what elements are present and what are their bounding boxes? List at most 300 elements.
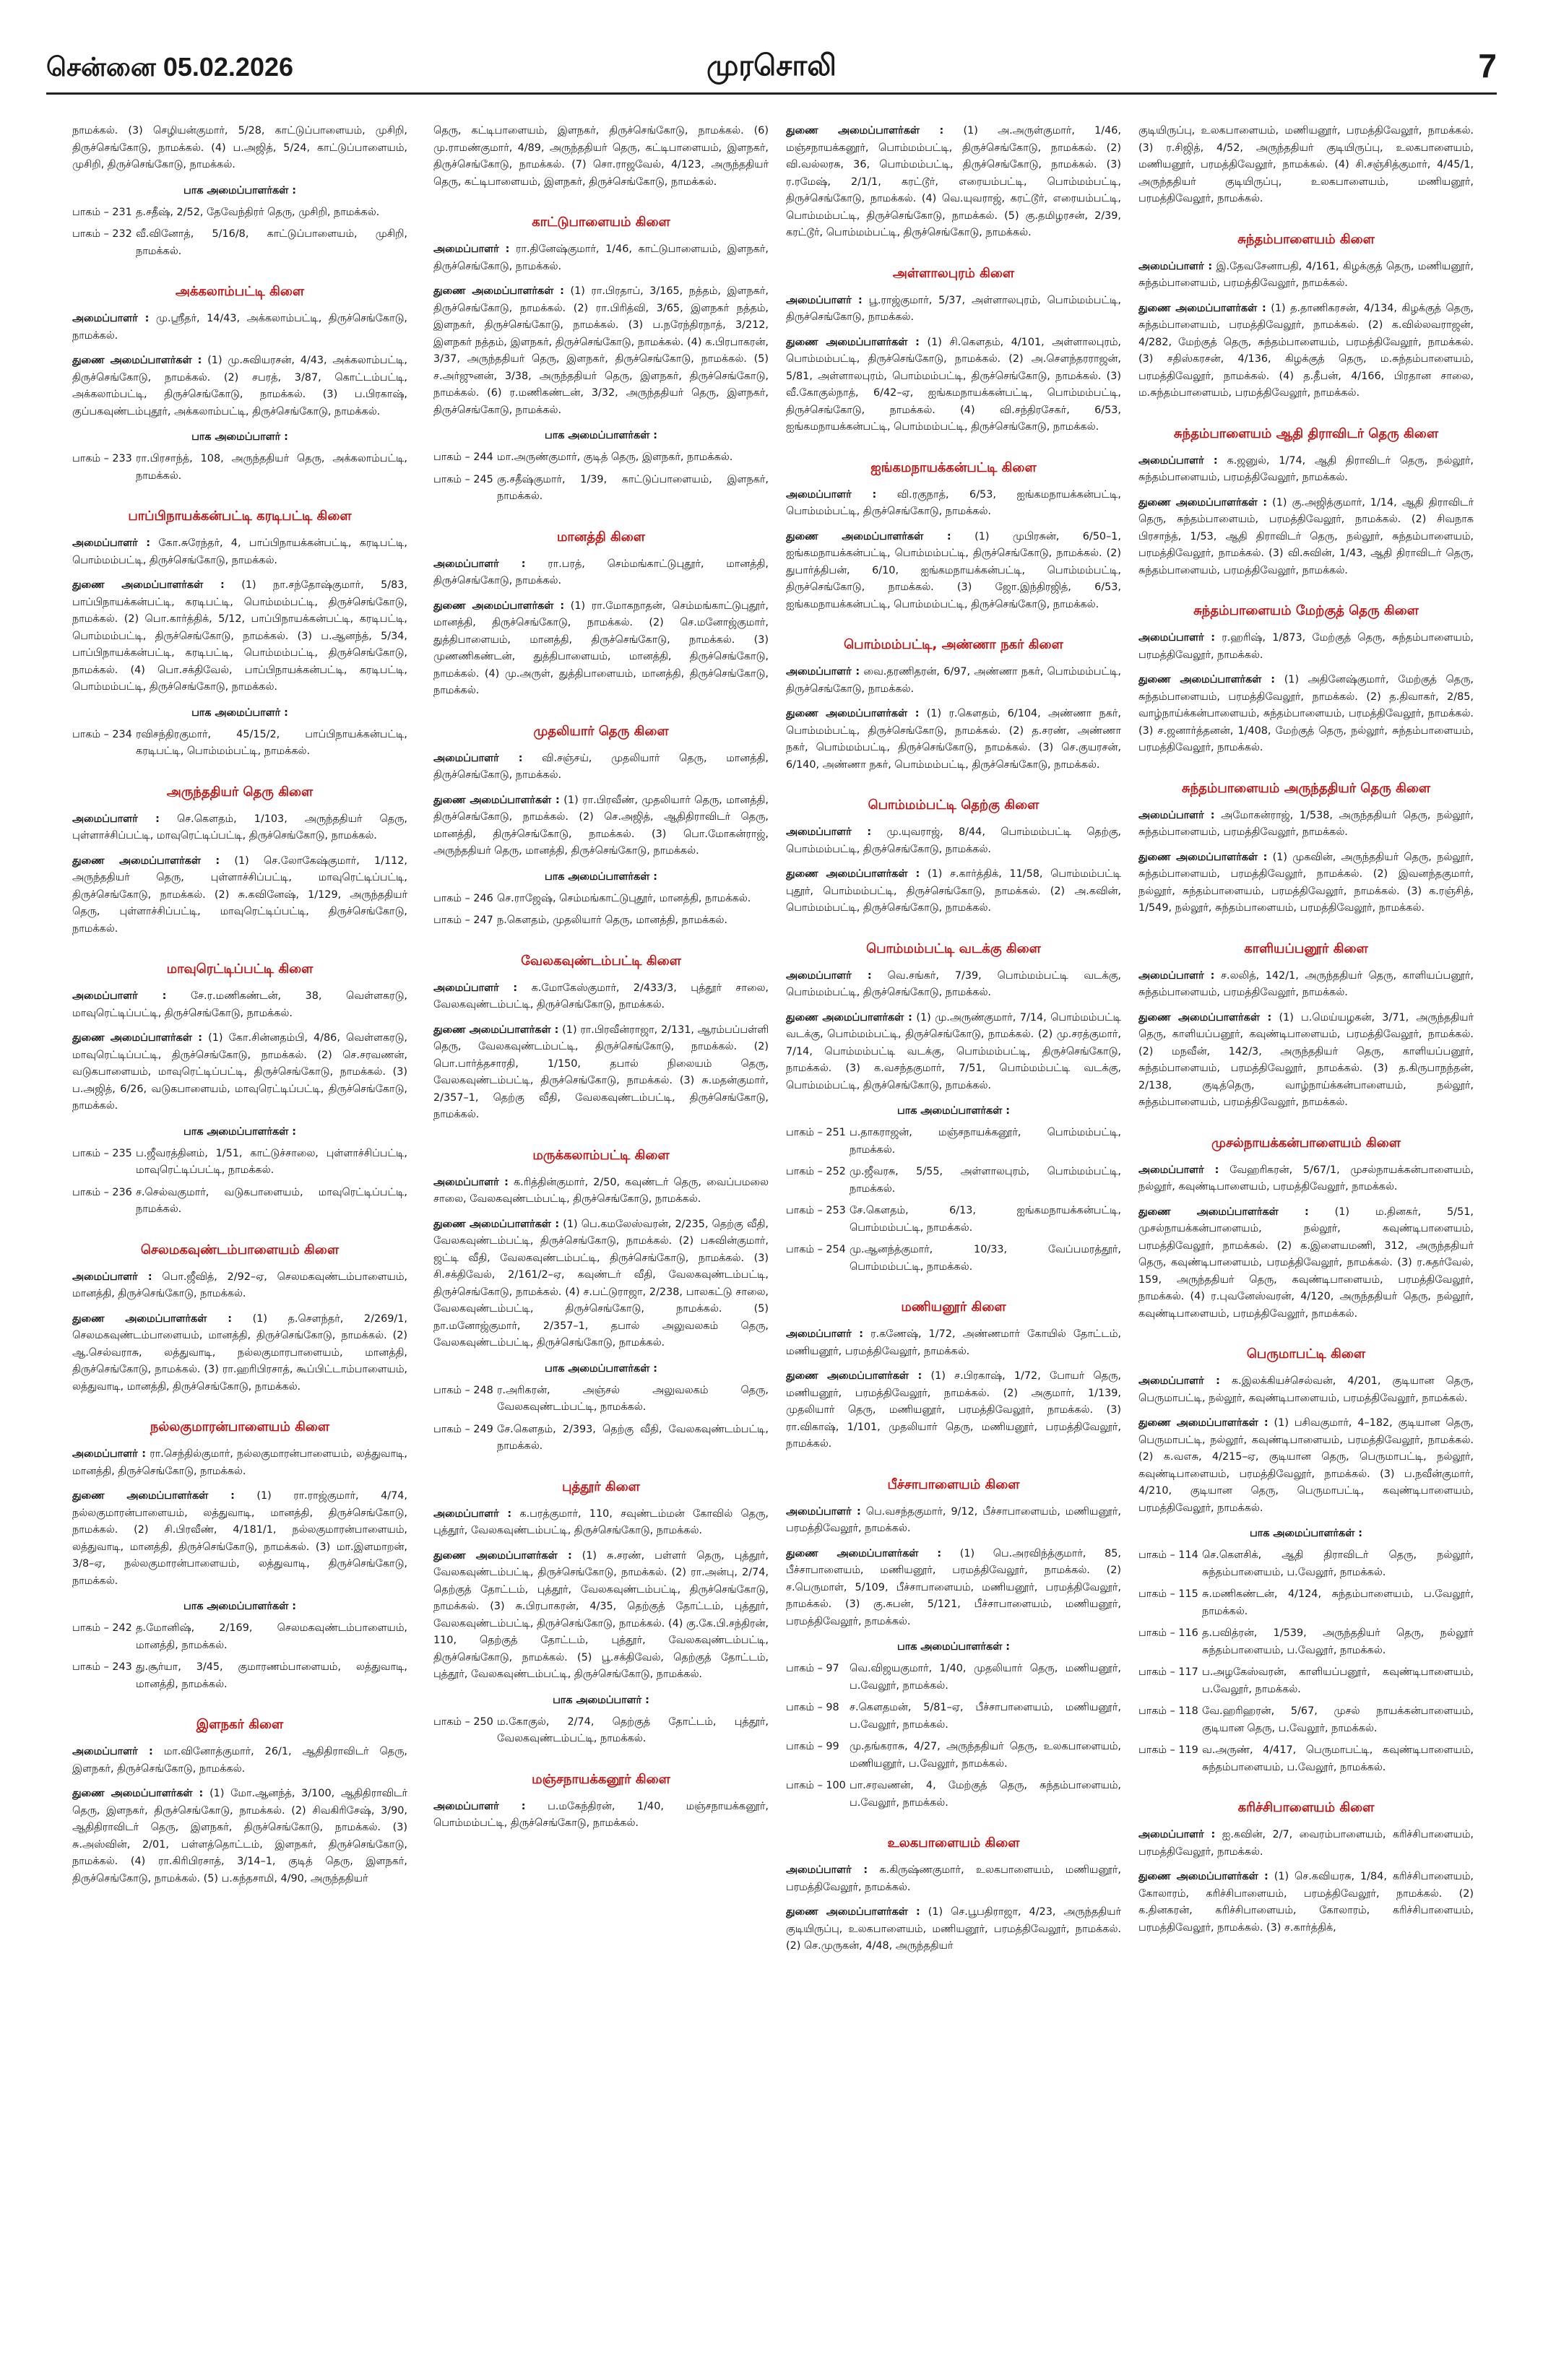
dateline: சென்னை 05.02.2026 [46,52,294,82]
paragraph-text: வை.தரணிதரன், 6/97, அண்ணா நகர், பொம்மம்பட்டி, திருச்செங்கோடு, நாமக்கல். [786,666,1121,695]
paragraph [786,1326,1121,1360]
role-label: அமைப்பாளர் : [72,1746,153,1757]
booth-number: பாகம் – 253 [786,1205,846,1216]
role-label: அமைப்பாளர் : [786,1505,861,1518]
role-label: துணை அமைப்பாளர்கள் : [1138,1206,1309,1218]
branch-heading: சுந்தம்பாளையம் மேற்குத் தெரு கிளை [1193,603,1419,618]
booth-entry [1138,1703,1474,1737]
booth-entry [72,204,407,222]
paragraph-text: (1) ரா.ராஜ்குமார், 4/74, நல்லகுமாரன்பாளையம், லத்துவாடி, மானத்தி, திருச்செங்கோடு, நாமக்கல். (2) சி.பிரவீண், 4/181/1, நல்லகுமாரன்பாளையம், லத்துவாடி, மானத்தி, திருச்செங்கோடு, நாமக்கல். (3) மா.இளமாறன், 3/8–ஏ, நல்லகுமாரன்பாளையம், லத்துவாடி, திருச்செங்கோடு, நாமக்கல். [72,1490,407,1587]
paragraph-text: (1) ரா.மோகநாதன், செம்மங்காட்டுபுதூர், மானத்தி, திருச்செங்கோடு, நாமக்கல். (2) செ.மனோஜ்குமார், துத்திபாளையம், மானத்தி, திருச்செங்கோடு, நாமக்கல். (3) முணணிகண்டன், துத்திபாளையம், மானத்தி, திருச்செங்கோடு, நாமக்கல். (4) மு.அருள், துத்திபாளையம், மானத்தி, திருச்செங்கோடு, நாமக்கல். [433,600,769,696]
role-label: அமைப்பாளர் : [1138,260,1213,272]
paragraph [433,750,769,784]
branch-heading: செலமகவுண்டம்பாளையம் கிளை [140,1242,340,1258]
branch-heading: ஐங்கமநாயக்கன்பட்டி கிளை [870,459,1037,475]
branch-heading: வேலகவுண்டம்பட்டி கிளை [521,953,681,969]
booth-number: பாகம் – 244 [433,451,493,463]
paragraph [72,1786,407,1887]
role-label: துணை அமைப்பாளர்கள் : [786,530,951,542]
booth-number: பாகம் – 251 [786,1127,846,1138]
branch-heading: முசல்நாயக்கன்பாளையம் கிளை [1211,1135,1401,1151]
paragraph-text: (1) செ.கவியரசு, 1/84, கரிச்சிபாளையம், கோலாரம், கரிச்சிபாளையம், பரமத்திவேலூர், நாமக்கல். (2) க.தினகரன், கரிச்சிபாளையம், கோலாரம், கரிச்சிபாளையம், பரமத்திவேலூர், நாமக்கல். (3) ச.கார்த்திக், [1138,1871,1474,1934]
subheading: பாக அமைப்பாளர்கள் : [183,1125,297,1138]
role-label: அமைப்பாளர் : [433,243,510,255]
paragraph [1138,672,1474,757]
subheading: பாக அமைப்பாளர் : [191,431,288,443]
branch-heading: பொம்மம்பட்டி வடக்கு கிளை [866,940,1041,956]
subheading: பாக அமைப்பாளர்கள் : [896,1641,1011,1653]
role-label: அமைப்பாளர் : [786,826,872,838]
booth-number: பாகம் – 252 [786,1166,846,1177]
paragraph-text: (1) செ.பூபதிராஜா, 4/23, அருந்ததியர் குடியிருப்பு, உலகபாளையம், மணியனூர், பரமத்திவேலூர், நாமக்கல். (2) செ.முருகன், 4/48, அருந்ததியர் [786,1906,1121,1952]
booth-detail: சே.கௌதம், 6/13, ஐங்கமநாயக்கன்பட்டி, பொம்மம்பட்டி, நாமக்கல். [850,1205,1121,1234]
booth-entry [433,472,769,506]
role-label: அமைப்பாளர் : [1138,809,1215,821]
paragraph [72,577,407,696]
paragraph-text: (1) ம.தினகர், 5/51, முசல்நாயக்கன்பாளையம், நல்லூர், கவுண்டிபாளையம், பரமத்திவேலூர், நாமக்கல். (2) க.இளையமணி, 312, அருந்ததியர் தெரு, கவுண்டிபாளையம், பரமத்திவேலூர், நாமக்கல். (3) ர.சுதர்வேல், 159, அருந்ததியர் தெரு, கவுண்டிபாளையம், பரமத்திவேலூர், நாமக்கல். (4) ர.புவனேஸ்வரன், 4/120, அருந்ததியர் தெரு, நல்லூர், கவுண்டிபாளையம், பரமத்திவேலூர், நாமக்கல். [1138,1206,1474,1320]
paragraph [786,529,1121,614]
role-label: அமைப்பாளர் : [433,982,518,994]
paragraph [1138,1373,1474,1407]
booth-entry [433,1382,769,1416]
booth-entry [786,1739,1121,1773]
booth-detail: வீ.வினோத், 5/16/8, காட்டுப்பாளையம், முசிறி, நாமக்கல். [136,228,407,257]
paragraph [433,1174,769,1208]
booth-number: பாகம் – 236 [72,1186,132,1198]
paragraph-text: செ.கௌதம், 1/103, அருந்ததியர் தெரு, புள்ளாச்சிப்பட்டி, மாவுரெட்டிப்பட்டி, திருச்செங்கோடு, நாமக்கல். [72,813,407,841]
booth-entry [1138,1586,1474,1620]
booth-number: பாகம் – 100 [786,1780,846,1791]
paragraph-text: நாமக்கல். (3) செழியன்குமார், 5/28, காட்டுப்பாளையம், முசிறி, திருச்செங்கோடு, நாமக்கல். (4) ப.அஜித், 5/24, காட்டுப்பாளையம், முசிறி, திருச்செங்கோடு, நாமக்கல். [72,125,407,170]
booth-detail: து.சூர்யா, 3/45, குமாரணம்பாளையம், லத்துவாடி, மானத்தி, நாமக்கல். [136,1661,407,1690]
paragraph-text: க.பரத்குமார், 110, சவுண்டம்மன் கோவில் தெரு, புத்தூர், வேலகவுண்டம்பட்டி, திருச்செங்கோடு, நாமக்கல். [433,1507,769,1536]
subheading: பாக அமைப்பாளர் : [553,1694,649,1706]
booth-detail: த.சதீஷ், 2/52, தேவேந்திரர் தெரு, முசிறி, நாமக்கல். [136,206,380,218]
subheading: பாக அமைப்பாளர்கள் : [183,1601,297,1612]
paragraph-text: (1) மோ.ஆனந்த், 3/100, ஆதிதிராவிடர் தெரு, இளநகர், திருச்செங்கோடு, நாமக்கல். (2) சிவகிரிசேஷ், 3/90, ஆதிதிராவிடர் தெரு, இளநகர், திருச்செங்கோடு, நாமக்கல். (3) சு.அஸ்வின், 2/01, பள்ளத்தொட்டம், இளநகர், திருச்செங்கோடு, நாமக்கல். (4) ரா.கிரிபிரசாத், 3/14–1, குடித் தெரு, இளநகர், திருச்செங்கோடு, நாமக்கல். (5) ப.கந்தசாமி, 4/90, அருந்ததியர் [72,1788,407,1884]
booth-number: பாகம் – 232 [72,228,132,240]
paragraph [786,1546,1121,1631]
booth-detail: ப.தாகராஜன், மஞ்சநாயக்கனூர், பொம்மம்பட்டி, நாமக்கல். [850,1127,1121,1156]
role-label: துணை அமைப்பாளர்கள் : [72,579,225,591]
booth-number: பாகம் – 234 [72,728,132,740]
paragraph [786,1904,1121,1955]
paragraph [433,980,769,1014]
booth-number: பாகம் – 248 [433,1384,493,1396]
branch-heading: அள்ளாலபுரம் கிளை [892,265,1015,281]
subheading: பாக அமைப்பாளர்கள் : [544,1362,658,1375]
paragraph-text: (1) கோ.சின்னதம்பி, 4/86, வெள்ளகரடு, மாவுரெட்டிப்பட்டி, திருச்செங்கோடு, நாமக்கல். (2) செ.சரவணன், வடுகபாளையம், மாவுரெட்டிப்பட்டி, திருச்செங்கோடு, நாமக்கல். (3) ப.அஜித், 6/26, வடுகபாளையம், மாவுரெட்டிப்பட்டி, திருச்செங்கோடு, நாமக்கல். [72,1032,407,1112]
paragraph-text: பெ.வசந்தகுமார், 9/12, பீச்சாபாளையம், மணியனூர், பரமத்திவேலூர், நாமக்கல். [786,1505,1121,1534]
role-label: அமைப்பாளர் : [786,294,863,306]
paragraph [433,598,769,700]
booth-number: பாகம் – 247 [433,914,493,926]
role-label: துணை அமைப்பாளர்கள் : [1138,496,1268,509]
paragraph [72,352,407,420]
role-label: துணை அமைப்பாளர்கள் : [433,1549,572,1562]
paragraph [72,988,407,1022]
column-4 [1138,123,1474,2355]
paragraph-text: (1) ர.கௌதம், 6/104, அண்ணா நகர், பொம்மம்பட்டி, திருச்செங்கோடு, நாமக்கல். (2) த.சரண், அண்ணா நகர், பொம்மம்பட்டி, திருச்செங்கோடு, நாமக்கல். (3) செ.குயரசன், 6/140, அண்ணா நகர், பொம்மம்பட்டி, திருச்செங்கோடு, நாமக்கல். [786,708,1121,771]
paragraph-text: கோ.சுரேந்தர், 4, பாப்பிநாயக்கன்பட்டி, கரடிபட்டி, பொம்மம்பட்டி, திருச்செங்கோடு, நாமக்கல். [72,537,407,566]
role-label: அமைப்பாளர் : [1138,1829,1216,1840]
role-label: அமைப்பாளர் : [786,969,872,982]
paragraph-text: (1) த.சௌந்தர், 2/269/1, செலமகவுண்டம்பாளையம், மானத்தி, திருச்செங்கோடு, நாமக்கல். (2) ஆ.செல்வராசு, லத்துவாடி, நல்லகுமாரபாளையம், மானத்தி, திருச்செங்கோடு, நாமக்கல். (3) ரா.ஹரிபிரசாத், கூப்பிட்டாம்பாளையம், லத்துவாடி, மானத்தி, திருச்செங்கோடு, நாமக்கல். [72,1312,407,1393]
booth-number: பாகம் – 99 [786,1741,839,1752]
paragraph-text: ச.லலித், 142/1, அருந்ததியர் தெரு, காளியப்பனூர், சுந்தம்பாளையம், பரமத்திவேலூர், நாமக்கல். [1138,969,1474,998]
role-label: துணை அமைப்பாளர்கள் : [786,1011,912,1024]
role-label: துணை அமைப்பாளர்கள் : [1138,1417,1268,1429]
paragraph [786,1504,1121,1538]
role-label: அமைப்பாளர் : [786,666,860,678]
branch-heading: பாப்பிநாயக்கன்பட்டி கரடிபட்டி கிளை [128,509,352,524]
column-2 [433,123,769,2355]
paragraph [1138,259,1474,293]
booth-number: பாகம் – 243 [72,1661,132,1673]
role-label: அமைப்பாளர் : [433,1176,509,1188]
role-label: துணை அமைப்பாளர்கள் : [786,868,920,880]
column-1 [72,123,407,2355]
paragraph-text: அமோகன்ராஜ், 1/538, அருந்ததியர் தெரு, நல்லூர், சுந்தம்பாளையம், பரமத்திவேலூர், நாமக்கல். [1138,809,1474,838]
booth-number: பாகம் – 254 [786,1244,846,1255]
booth-entry [1138,1547,1474,1581]
column-3 [786,123,1121,2355]
page-header [46,48,1497,95]
booth-detail: மு.தங்கராசு, 4/27, அருந்ததியர் தெரு, உலகபாளையம், மணியனூர், ப.வேலூர், நாமக்கல். [850,1741,1121,1770]
paragraph [72,811,407,845]
booth-entry [433,1714,769,1748]
paragraph [433,792,769,860]
branch-heading: காட்டுபாளையம் கிளை [532,215,670,230]
paragraph-text: (1) ப.மெய்யழகன், 3/71, அருந்ததியர் தெரு, காளியப்பனூர், கவுண்டிபாளையம், பரமத்திவேலூர், நாமக்கல். (2) மநவீன், 142/3, அருந்ததியர் தெரு, காளியப்பனூர், சுந்தம்பாளையம், பரமத்திவேலூர், நாமக்கல். (3) த.கிருபாநந்தன், 2/138, குடித்தெரு, வாழ்நாய்க்கன்பாளையம், நல்லூர், சுந்தம்பாளையம், பரமத்திவேலூர், நாமக்கல். [1138,1011,1474,1108]
booth-detail: பா.சரவணன், 4, மேற்குத் தெரு, சுந்தம்பாளையம், ப.வேலூர், நாமக்கல். [850,1780,1121,1809]
booth-number: பாகம் – 242 [72,1622,132,1634]
branch-heading: அருந்ததியர் தெரு கிளை [166,784,314,800]
paragraph-text: வி.ரகுநாத், 6/53, ஐங்கமநாயக்கன்பட்டி, பொம்மம்பட்டி, திருச்செங்கோடு, நாமக்கல். [786,488,1121,517]
booth-detail: ப.அழகேஸ்வரன், காளியப்பனூர், கவுண்டிபாளையம், ப.வேலூர், நாமக்கல். [1202,1666,1474,1695]
paragraph [786,824,1121,858]
role-label: அமைப்பாளர் : [786,1864,868,1876]
paragraph [433,556,769,590]
paragraph [433,1548,769,1684]
branch-heading: சுந்தம்பாளையம் கிளை [1237,231,1375,247]
paragraph-text: பூ.ராஜ்குமார், 5/37, அள்ளாலபுரம், பொம்மம்பட்டி, திருச்செங்கோடு, நாமக்கல். [786,294,1121,323]
branch-heading: புத்தூர் கிளை [562,1479,640,1494]
paragraph-text: க.மோகேஸ்குமார், 2/433/3, புத்தூர் சாலை, வேலகவுண்டம்பட்டி, திருச்செங்கோடு, நாமக்கல். [433,982,769,1011]
role-label: துணை அமைப்பாளர்கள் : [72,854,220,867]
paragraph-text: (1) ரா.பிரதாப், 3/165, நத்தம், இளநகர், திருச்செங்கோடு, நாமக்கல். (2) ரா.பிரித்வி, 3/65, இளநகர் நத்தம், இளநகர், திருச்செங்கோடு, நாமக்கல். (3) ப.நரேந்திரநாத், 3/212, இளநகர் நத்தம், இளநகர், திருச்செங்கோடு, நாமக்கல். (4) க.பிரபாகரன், 3/37, அருந்ததியர் தெரு, இளநகர், திருச்செங்கோடு, நாமக்கல். (5) ச.அர்ஜுனன், 3/38, அருந்ததியர் தெரு, இளநகர், திருச்செங்கோடு, நாமக்கல். (6) ர.மணிகண்டன், 3/32, அருந்ததியர் தெரு, இளநகர், திருச்செங்கோடு, நாமக்கல். [433,285,769,416]
paragraph [786,123,1121,242]
paragraph [786,706,1121,774]
paragraph [72,1446,407,1480]
paragraph [1138,1204,1474,1323]
paragraph-text: (1) பசிவகுமார், 4–182, குடியான தெரு, பெருமாபட்டி, நல்லூர், கவுண்டிபாளையம், பரமத்திவேலூர், நாமக்கல். (2) க.வஎசு, 4/215–ஏ, குடியான தெரு, பெருமாபட்டி, நல்லூர், கவுண்டிபாளையம், பரமத்திவேலூர், நாமக்கல். (3) ப.நவீன்குமார், 4/210, குடியான தெரு, பெருமாபட்டி, கவுண்டிபாளையம், பரமத்திவேலூர், நாமக்கல். [1138,1417,1474,1514]
paragraph-text: (1) ச.பிரகாஷ், 1/72, போயர் தெரு, மணியனூர், பரமத்திவேலூர், நாமக்கல். (2) அகுமார், 1/139, முதலியார் தெரு, மணியனூர், பரமத்திவேலூர், நாமக்கல். (3) ரா.விகாஷ், 1/101, முதலியார் தெரு, மணியனூர், பரமத்திவேலூர், நாமக்கல். [786,1370,1121,1450]
paragraph [1138,968,1474,1002]
role-label: துணை அமைப்பாளர்கள் : [72,1312,233,1325]
role-label: துணை அமைப்பாளர்கள் : [72,355,202,366]
booth-detail: வே.ஹரிஹரன், 5/67, முசல் நாயக்கன்பாளையம், குடியான தெரு, ப.வேலூர், நாமக்கல். [1202,1705,1474,1734]
booth-entry [72,1185,407,1219]
branch-heading: முதலியார் தெரு கிளை [533,723,669,739]
paragraph-text: சே.ர.மணிகண்டன், 38, வெள்ளகரடு, மாவுரெட்டிப்பட்டி, திருச்செங்கோடு, நாமக்கல். [72,990,407,1019]
paragraph-text: (1) சி.கௌதம், 4/101, அள்ளாலபுரம், பொம்மம்பட்டி, திருச்செங்கோடு, நாமக்கல். (2) அ.சௌந்தரராஜன், 5/81, அள்ளாலபுரம், பொம்மம்பட்டி, திருச்செங்கோடு, நாமக்கல். (3) வீ.கோகுல்நாத், 6/42–ஏ, ஐங்கமநாயக்கன்பட்டி, பொம்மம்பட்டி, திருச்செங்கோடு, நாமக்கல். (4) வி.சந்திரசேகர், 6/53, ஐங்கமநாயக்கன்பட்டி, பொம்மம்பட்டி, திருச்செங்கோடு, நாமக்கல். [786,336,1121,433]
paragraph-text: ர.கணேஷ், 1/72, அண்ணமார் கோயில் தோட்டம், மணியனூர், பரமத்திவேலூர், நாமக்கல். [786,1328,1121,1357]
paragraph-text: (1) மு.சுவியரசன், 4/43, அக்கலாம்பட்டி, திருச்செங்கோடு, நாமக்கல். (2) சபரத், 3/87, கொட்டம்பட்டி, அக்கலாம்பட்டி, திருச்செங்கோடு, நாமக்கல். (3) ப.பிரகாஷ், குப்பகவுண்டம்புதூர், அக்கலாம்பட்டி, திருச்செங்கோடு, நாமக்கல். [72,355,407,417]
booth-detail: ர.அரிகரன், அஞ்சல் அலுவலகம் தெரு, வேலகவுண்டம்பட்டி, நாமக்கல். [497,1384,769,1413]
role-label: துணை அமைப்பாளர்கள் : [433,600,565,612]
paragraph [433,1022,769,1124]
paragraph [1138,1162,1474,1196]
paragraph [72,1030,407,1115]
booth-number: பாகம் – 119 [1138,1744,1198,1756]
branch-heading: பீச்சாபாளையம் கிளை [887,1476,1020,1492]
paragraph-text: க.ரித்தின்குமார், 2/50, கவுண்டர் தெரு, வைப்பமலை சாலை, வேலகவுண்டம்பட்டி, திருச்செங்கோடு, நாமக்கல். [433,1176,769,1205]
booth-entry [72,1146,407,1180]
branch-heading: நல்லகுமாரன்பாளையம் கிளை [150,1419,330,1435]
booth-detail: வெ.விஜயகுமார், 1/40, முதலியார் தெரு, மணியனூர், ப.வேலூர், நாமக்கல். [850,1663,1121,1692]
branch-heading: கரிச்சிபாளையம் கிளை [1237,1800,1375,1815]
booth-number: பாகம் – 245 [433,473,493,485]
paragraph-text: (1) பெ.அரவிந்த்குமார், 85, பீச்சாபாளையம், மணியனூர், பரமத்திவேலூர், நாமக்கல். (2) ச.பெருமாள், 5/109, பீச்சாபாளையம், மணியனூர், பரமத்திவேலூர், நாமக்கல். (3) கு.சுபன், 5/121, பீச்சாபாளையம், மணியனூர், பரமத்திவேலூர், நாமக்கல். [786,1547,1121,1627]
branch-heading: இளநகர் கிளை [196,1717,284,1732]
role-label: துணை அமைப்பாளர்கள் : [433,285,564,297]
booth-detail: ம.கோகுல், 2/74, தெற்குத் தோட்டம், புத்தூர், வேலகவுண்டம்பட்டி, நாமக்கல். [497,1715,769,1744]
role-label: துணை அமைப்பாளர்கள் : [786,708,920,719]
role-label: துணை அமைப்பாளர்கள் : [786,1906,920,1918]
columns [72,123,1488,2355]
paragraph [1138,495,1474,580]
paragraph-text: (1) சு.சரண், பள்ளர் தெரு, புத்தூர், வேலகவுண்டம்பட்டி, திருச்செங்கோடு, நாமக்கல். (2) ரா.அன்பு, 2/74, தெற்குத் தோட்டம், புத்தூர், வேலகவுண்டம்பட்டி, திருச்செங்கோடு, நாமக்கல். (3) சு.பிரபாகரன், 4/35, தெற்குத் தோட்டம், புத்தூர், வேலகவுண்டம்பட்டி, திருச்செங்கோடு, நாமக்கல். (4) கு.கே.பி.சந்திரன், 110, தெற்குத் தோட்டம், புத்தூர், வேலகவுண்டம்பட்டி, திருச்செங்கோடு, நாமக்கல். (5) பூ.சக்திவேல், தெற்குத் தோட்டம், புத்தூர், வேலகவுண்டம்பட்டி, திருச்செங்கோடு, நாமக்கல். [433,1549,769,1680]
branch-heading: பொம்மம்பட்டி, அண்ணா நகர் கிளை [844,637,1063,652]
paragraph [72,1311,407,1396]
paragraph-text: (1) முபிரசுன், 6/50–1, ஐங்கமநாயக்கன்பட்டி, பொம்மம்பட்டி, திருச்செங்கோடு, நாமக்கல். (2) துபார்த்திபன், 6/10, ஐங்கமநாயக்கன்பட்டி, பொம்மம்பட்டி, திருச்செங்கோடு, நாமக்கல். (3) ஜோ.இந்திரஜித், 6/53, ஐங்கமநாயக்கன்பட்டி, பொம்மம்பட்டி, திருச்செங்கோடு, நாமக்கல். [786,530,1121,610]
role-label: அமைப்பாளர் : [1138,1164,1219,1176]
booth-entry [786,1242,1121,1276]
role-label: அமைப்பாளர் : [72,537,151,549]
paragraph [1138,453,1474,487]
paragraph-text: ஐ.கவின், 2/7, வைரம்பாளையம், கரிச்சிபாளையம், பரமத்திவேலூர், நாமக்கல். [1138,1829,1474,1858]
booth-number: பாகம் – 233 [72,453,132,464]
paragraph [1138,123,1474,208]
paragraph-text: (1) மு.அருண்குமார், 7/14, பொம்மம்பட்டி வடக்கு, பொம்மம்பட்டி, திருச்செங்கோடு, நாமக்கல். (2) மு.சரத்குமார், 7/14, பொம்மம்பட்டி வடக்கு, பொம்மம்பட்டி, திருச்செங்கோடு, நாமக்கல். (3) க.வசந்தகுமார், 7/51, பொம்மம்பட்டி வடக்கு, பொம்மம்பட்டி, திருச்செங்கோடு, நாமக்கல். [786,1011,1121,1091]
subheading: பாக அமைப்பாளர்கள் : [544,430,658,441]
booth-number: பாகம் – 98 [786,1702,839,1713]
paragraph-text: வெ.சங்கர், 7/39, பொம்மம்பட்டி வடக்கு, பொம்மம்பட்டி, திருச்செங்கோடு, நாமக்கல். [786,969,1121,998]
booth-detail: மா.அருண்குமார், குடித் தெரு, இளநகர், நாமக்கல். [497,451,733,463]
booth-entry [786,1125,1121,1159]
booth-entry [1138,1742,1474,1776]
paragraph [433,283,769,419]
booth-entry [72,1620,407,1654]
role-label: அமைப்பாளர் : [433,752,523,764]
role-label: துணை அமைப்பாளர்கள் : [1138,302,1266,314]
booth-entry [786,1203,1121,1237]
role-label: துணை அமைப்பாளர்கள் : [786,1370,922,1382]
booth-number: பாகம் – 231 [72,206,132,218]
booth-detail: ப.ஜீவரத்தினம், 1/51, காட்டுச்சாலை, புள்ளாச்சிப்பட்டி, மாவுரெட்டிப்பட்டி, நாமக்கல். [136,1147,407,1176]
paragraph-text: க.இலக்கியச்செல்வன், 4/201, குடியான தெரு, பெருமாபட்டி, நல்லூர், கவுண்டிபாளையம், பரமத்திவேலூர், நாமக்கல். [1138,1375,1474,1404]
subheading: பாக அமைப்பாளர்கள் : [1249,1528,1363,1539]
role-label: துணை அமைப்பாளர்கள் : [72,1788,204,1799]
role-label: அமைப்பாளர் : [433,1507,512,1520]
booth-entry [1138,1625,1474,1659]
booth-entry [786,1164,1121,1198]
role-label: துணை அமைப்பாளர்கள் : [433,1024,559,1036]
paragraph [786,866,1121,917]
role-label: துணை அமைப்பாளர்கள் : [1138,851,1268,863]
booth-entry [72,451,407,485]
paragraph-text: வேஹரிகரன், 5/67/1, முசல்நாயக்கன்பாளையம், நல்லூர், கவுண்டிபாளையம், பரமத்திவேலூர், நாமக்கல். [1138,1164,1474,1193]
paragraph-text: க.ஜனுல், 1/74, ஆதி திராவிடர் தெரு, நல்லூர், சுந்தம்பாளையம், பரமத்திவேலூர், நாமக்கல். [1138,454,1474,483]
paragraph [1138,849,1474,917]
role-label: அமைப்பாளர் : [1138,969,1215,982]
booth-detail: ச.கௌதமன், 5/81–ஏ, பீச்சாபாளையம், மணியனூர், ப.வேலூர், நாமக்கல். [850,1702,1121,1731]
paragraph [1138,1415,1474,1517]
subheading: பாக அமைப்பாளர்கள் : [544,870,658,883]
paragraph [72,1488,407,1590]
branch-heading: மருக்கலாம்பட்டி கிளை [532,1147,670,1163]
branch-heading: சுந்தம்பாளையம் ஆதி திராவிடர் தெரு கிளை [1173,425,1439,441]
branch-heading: உலகபாளையம் கிளை [887,1835,1020,1851]
paragraph-text: க.கிருஷ்ணகுமார், உலகபாளையம், மணியனூர், பரமத்திவேலூர், நாமக்கல். [786,1864,1121,1893]
booth-detail: மு.ஆனந்த்குமார், 10/33, வேப்பமரத்தூர், பொம்மம்பட்டி, நாமக்கல். [850,1244,1121,1273]
role-label: துணை அமைப்பாளர்கள் : [1138,674,1276,685]
paragraph-text: (1) அ.அருள்குமார், 1/46, மஞ்சநாயக்கனூர், பொம்மம்பட்டி, திருச்செங்கோடு, நாமக்கல். (2) வி.வல்லரசு, 36, பொம்மம்பட்டி, திருச்செங்கோடு, நாமக்கல். (3) ர.ரமேஷ், 2/1/1, கரட்டூர், எரையம்பட்டி, பொம்மம்பட்டி, திருச்செங்கோடு, நாமக்கல். (4) வெ.யுவராஜ், கரட்டூர், எரையம்பட்டி, பொம்மம்பட்டி, திருச்செங்கோடு, நாமக்கல். (5) கு.தமிழரசன், 2/39, கரட்டூர், பொம்மம்பட்டி, திருச்செங்கோடு, நாமக்கல். [786,125,1121,238]
booth-entry [786,1700,1121,1734]
booth-detail: சு.மணிகண்டன், 4/124, சுந்தம்பாளையம், ப.வேலூர், நாமக்கல். [1202,1588,1474,1617]
role-label: துணை அமைப்பாளர்கள் : [786,1547,942,1559]
role-label: துணை அமைப்பாளர்கள் : [1138,1011,1272,1024]
booth-number: பாகம் – 97 [786,1663,839,1674]
paragraph [72,853,407,938]
booth-entry [786,1778,1121,1812]
role-label: அமைப்பாளர் : [433,1800,526,1812]
masthead: முரசொலி [706,49,837,82]
paragraph-text: ரா.பரத், செம்மங்காட்டுபுதூர், மானத்தி, திருச்செங்கோடு, நாமக்கல். [433,558,769,587]
paragraph-text: ர.ஹரிஷ், 1/873, மேற்குத் தெரு, சுந்தம்பாளையம், பரமத்திவேலூர், நாமக்கல். [1138,632,1474,661]
paragraph-text: (1) கு.அஜித்குமார், 1/14, ஆதி திராவிடர் தெரு, சுந்தம்பாளையம், பரமத்திவேலூர், நாமக்கல். (2) சிவநாக பிரசாந்த், 1/53, ஆதி திராவிடர் தெரு, நல்லூர், சுந்தம்பாளையம், பரமத்திவேலூர், நாமக்கல். (3) வி.சுவின், 1/43, ஆதி திராவிடர் தெரு, சுந்தம்பாளையம், பரமத்திவேலூர், நாமக்கல். [1138,496,1474,576]
role-label: துணை அமைப்பாளர்கள் : [1138,1871,1268,1882]
paragraph [433,241,769,275]
role-label: அமைப்பாளர் : [1138,1375,1220,1387]
paragraph-text: குடியிருப்பு, உலகபாளையம், மணியனூர், பரமத்திவேலூர், நாமக்கல். (3) ர.சிஜித், 4/52, அருந்ததியர் குடியிருப்பு, உலகபாளையம், மணியனூர், பரமத்திவேலூர், நாமக்கல். (4) சி.சஞ்சித்குமார், 4/45/1, அருந்ததியர் குடியிருப்பு, உலகபாளையம், மணியனூர், பரமத்திவேலூர், நாமக்கல். [1138,125,1474,204]
booth-number: பாகம் – 117 [1138,1666,1198,1678]
paragraph-text: மு.ஸ்ரீதர், 14/43, அக்கலாம்பட்டி, திருச்செங்கோடு, நாமக்கல். [72,313,407,342]
booth-detail: ச.செல்வகுமார், வடுகபாளையம், மாவுரெட்டிப்பட்டி, நாமக்கல். [136,1186,407,1215]
paragraph-text: தெரு, கட்டிபாளையம், இளநகர், திருச்செங்கோடு, நாமக்கல். (6) மு.ராமண்குமார், 4/89, அருந்ததியர் தெரு, கட்டிபாளையம், இளநகர், திருச்செங்கோடு, நாமக்கல். (7) சொ.ராஜவேல், 4/123, அருந்ததியர் தெரு, கட்டிபாளையம், இளநகர், திருச்செங்கோடு, நாமக்கல். [433,125,769,188]
booth-number: பாகம் – 118 [1138,1705,1198,1717]
paragraph [72,1744,407,1778]
paragraph-text: (1) நா.சந்தோஷ்குமார், 5/83, பாப்பிநாயக்கன்பட்டி, கரடிபட்டி, பொம்மம்பட்டி, திருச்செங்கோடு, நாமக்கல். (2) பொ.கார்த்திக், 5/12, பாப்பிநாயக்கன்பட்டி, கரடிபட்டி, பொம்மம்பட்டி, திருச்செங்கோடு, நாமக்கல். (3) ப.ஆனந்த், 5/34, பாப்பிநாயக்கன்பட்டி, கரடிபட்டி, பொம்மம்பட்டி, திருச்செங்கோடு, நாமக்கல். (4) பொ.சக்திவேல், பாப்பிநாயக்கன்பட்டி, கரடிபட்டி, பொம்மம்பட்டி, திருச்செங்கோடு, நாமக்கல். [72,579,407,693]
subheading: பாக அமைப்பாளர்கள் : [183,184,297,196]
booth-entry [433,891,769,908]
paragraph [786,1010,1121,1095]
branch-heading: பொம்மம்பட்டி தெற்கு கிளை [868,797,1040,813]
paragraph [786,487,1121,521]
booth-detail: த.மோனிஷ், 2/169, செலமகவுண்டம்பாளையம், மானத்தி, நாமக்கல். [136,1622,407,1651]
subheading: பாக அமைப்பாளர்கள் : [896,1105,1011,1117]
branch-heading: காளியப்பனூர் கிளை [1244,940,1368,956]
booth-number: பாகம் – 116 [1138,1627,1198,1639]
role-label: துணை அமைப்பாளர்கள் : [433,1218,560,1230]
booth-number: பாகம் – 250 [433,1715,493,1728]
role-label: அமைப்பாளர் : [433,558,526,570]
paragraph [1138,1869,1474,1937]
branch-heading: சுந்தம்பாளையம் அருந்ததியர் தெரு கிளை [1181,780,1431,796]
paragraph-text: (1) செ.லோகேஷ்குமார், 1/112, அருந்ததியர் தெரு, புள்ளாச்சிப்பட்டி, மாவுரெட்டிப்பட்டி, திருச்செங்கோடு, நாமக்கல். (2) சு.கவினேஷ், 1/129, அருந்ததியர் தெரு, புள்ளாச்சிப்பட்டி, மாவுரெட்டிப்பட்டி, திருச்செங்கோடு, நாமக்கல். [72,854,407,935]
role-label: அமைப்பாளர் : [72,313,150,324]
branch-heading: அக்கலாம்பட்டி கிளை [175,284,305,299]
branch-heading: மாவுரெட்டிப்பட்டி கிளை [166,961,314,977]
role-label: அமைப்பாளர் : [786,1328,863,1340]
booth-number: பாகம் – 235 [72,1147,132,1159]
paragraph [433,123,769,191]
role-label: துணை அமைப்பாளர்கள் : [786,125,944,137]
paragraph-text: (1) ரா.பிரவீண், முதலியார் தெரு, மானத்தி, திருச்செங்கோடு, நாமக்கல். (2) செ.அஜித், ஆதிதிராவிடர் தெரு, மானத்தி, திருச்செங்கோடு, நாமக்கல். (3) பொ.மோகன்ராஜ், அருந்ததியர் தெரு, மானத்தி, திருச்செங்கோடு, நாமக்கல். [433,794,769,857]
paragraph [433,1506,769,1540]
booth-detail: த.பவித்ரன், 1/539, அருந்ததியர் தெரு, நல்லூர் சுந்தம்பாளையம், ப.வேலூர், நாமக்கல். [1202,1627,1474,1656]
page-number: 7 [1478,47,1497,85]
booth-entry [433,912,769,930]
paragraph-text: மு.யுவராஜ், 8/44, பொம்மம்பட்டி தெற்கு, பொம்மம்பட்டி, திருச்செங்கோடு, நாமக்கல். [786,826,1121,855]
booth-detail: சே.கௌதம், 2/393, தெற்கு வீதி, வேலகவுண்டம்பட்டி, நாமக்கல். [497,1423,769,1452]
booth-entry [72,1659,407,1693]
paragraph-text: ரா.தினேஷ்குமார், 1/46, காட்டுபாளையம், இளநகர், திருச்செங்கோடு, நாமக்கல். [433,243,769,272]
branch-heading: மணியனூர் கிளை [901,1299,1006,1315]
booth-number: பாகம் – 114 [1138,1549,1198,1561]
subheading: பாக அமைப்பாளர் : [191,706,288,719]
paragraph-text: வி.சஞ்சய், முதலியார் தெரு, மானத்தி, திருச்செங்கோடு, நாமக்கல். [433,752,769,781]
paragraph [72,311,407,345]
booth-number: பாகம் – 249 [433,1423,493,1435]
booth-entry [786,1661,1121,1695]
paragraph [433,1216,769,1352]
paragraph-text: மா.வினோத்குமார், 26/1, ஆதிதிராவிடர் தெரு, இளநகர், திருச்செங்கோடு, நாமக்கல். [72,1746,407,1775]
booth-entry [1138,1664,1474,1698]
role-label: அமைப்பாளர் : [1138,454,1218,467]
paragraph-text: (1) ரா.பிரவீன்ராஜா, 2/131, ஆரம்பப்பள்ளி தெரு, வேலகவுண்டம்பட்டி, திருச்செங்கோடு, நாமக்கல். (2) பொ.பார்த்தசாரதி, 1/150, தபால் நிலையம் தெரு, வேலகவுண்டம்பட்டி, திருச்செங்கோடு, நாமக்கல். (3) சு.மதன்குமார், 2/357–1, தெற்கு வீதி, வேலகவுண்டம்பட்டி, திருச்செங்கோடு, நாமக்கல். [433,1024,769,1120]
paragraph [72,1269,407,1303]
paragraph [433,1799,769,1832]
booth-detail: செ.கௌசிக், ஆதி திராவிடர் தெரு, நல்லூர், சுந்தம்பாளையம், ப.வேலூர், நாமக்கல். [1202,1549,1474,1578]
role-label: துணை அமைப்பாளர்கள் : [72,1490,235,1502]
booth-number: பாகம் – 246 [433,892,493,904]
paragraph-text: ப.மகேந்திரன், 1/40, மஞ்சநாயக்கனூர், பொம்மம்பட்டி, திருச்செங்கோடு, நாமக்கல். [433,1800,769,1829]
paragraph [786,968,1121,1002]
booth-number: பாகம் – 115 [1138,1588,1198,1600]
role-label: அமைப்பாளர் : [1138,632,1216,644]
paragraph [72,123,407,174]
paragraph-text: (1) பெ.கமலேஸ்வரன், 2/235, தெற்கு வீதி, வேலகவுண்டம்பட்டி, திருச்செங்கோடு, நாமக்கல். (2) பசுவின்குமார், ஜட்டி வீதி, வேலகவுண்டம்பட்டி, திருச்செங்கோடு, நாமக்கல். (3) சி.சக்திவேல், 2/161/2–ஏ, கவுண்டர் வீதி, வேலகவுண்டம்பட்டி, திருச்செங்கோடு, நாமக்கல். (4) ச.பட்டுராஜா, 2/238, பாலகட்டு சாலை, வேலகவுண்டம்பட்டி, திருச்செங்கோடு, நாமக்கல். (5) நா.மனோஜ்குமார், 2/357–1, தபால் அலுவலகம் தெரு, வேலகவுண்டம்பட்டி, திருச்செங்கோடு, நாமக்கல். [433,1218,769,1349]
paragraph [786,664,1121,698]
paragraph-text: (1) அதினேஷ்குமார், மேற்குத் தெரு, சுந்தம்பாளையம், பரமத்திவேலூர், நாமக்கல். (2) த.திவாகர், 2/85, வாழ்நாய்க்கன்பாளையம், சுந்தம்பாளையம், பரமத்திவேலூர், நாமக்கல். (3) ச.ஜனார்த்தனன், 1/408, மேற்குத் தெரு, நல்லூர், சுந்தம்பாளையம், பரமத்திவேலூர், நாமக்கல். [1138,674,1474,753]
paragraph [786,293,1121,326]
booth-detail: மு.ஜீவரசு, 5/55, அள்ளாலபுரம், பொம்மம்பட்டி, நாமக்கல். [850,1166,1121,1195]
role-label: அமைப்பாளர் : [72,813,160,825]
booth-detail: வ.அருண், 4/417, பெருமாபட்டி, கவுண்டிபாளையம், சுந்தம்பாளையம், ப.வேலூர், நாமக்கல். [1202,1744,1474,1773]
paragraph-text: ரா.செந்தில்குமார், நல்லகுமாரன்பாளையம், லத்துவாடி, மானத்தி, திருச்செங்கோடு, நாமக்கல். [72,1448,407,1477]
booth-detail: கு.சதீஷ்குமார், 1/39, காட்டுப்பாளையம், இளநகர், நாமக்கல். [497,473,769,502]
paragraph [72,535,407,569]
booth-entry [72,727,407,761]
role-label: அமைப்பாளர் : [786,488,877,501]
paragraph [786,334,1121,436]
paragraph [786,1862,1121,1896]
paragraph [1138,1010,1474,1112]
role-label: துணை அமைப்பாளர்கள் : [786,336,920,348]
paragraph [1138,630,1474,664]
